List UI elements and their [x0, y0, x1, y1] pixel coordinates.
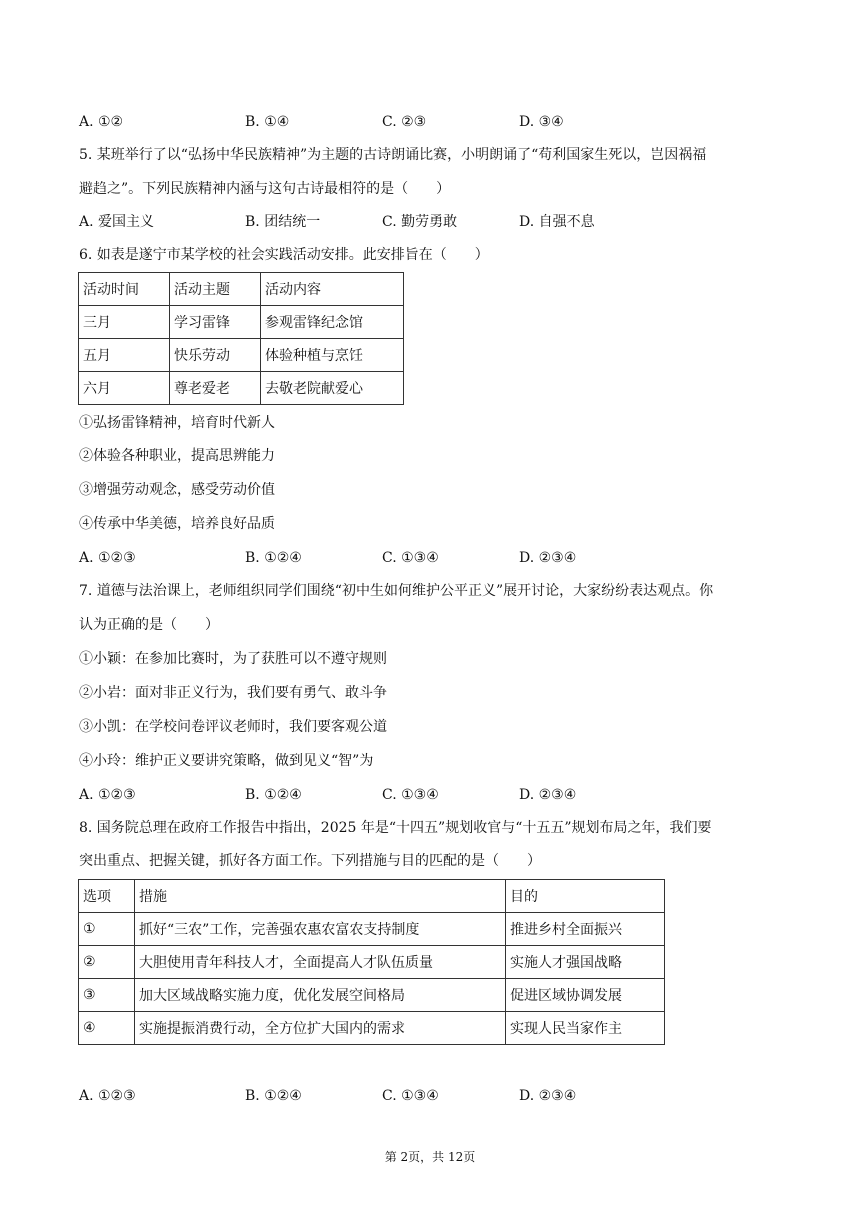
option-b[interactable]: B. ①②④: [245, 1088, 302, 1104]
table-row: [79, 372, 404, 405]
option-c[interactable]: C. ①③④: [382, 550, 439, 566]
table-cell: 大胆使用青年科技人才，全面提高人才队伍质量: [135, 946, 506, 979]
q6-item-3: ③增强劳动观念，感受劳动价值: [79, 482, 275, 498]
option-b[interactable]: B. 团结统一: [245, 214, 321, 230]
table-header-cell: 目的: [506, 880, 665, 913]
q7-item-4: ④小玲：维护正义要讲究策略，做到见义“智”为: [79, 753, 374, 769]
table-row: [79, 1012, 665, 1045]
option-d[interactable]: D. ②③④: [519, 1088, 577, 1104]
option-c[interactable]: C. ①③④: [382, 1088, 439, 1104]
q6-activity-table: [78, 272, 404, 405]
table-cell: 推进乡村全面振兴: [506, 913, 665, 946]
q6-stem: 6. 如表是遂宁市某学校的社会实践活动安排。此安排旨在（ ）: [79, 247, 489, 263]
option-b[interactable]: B. ①④: [245, 114, 290, 130]
q8-measures-table: [78, 879, 665, 1045]
table-cell: 尊老爱老: [170, 372, 261, 405]
table-header-cell: 措施: [135, 880, 506, 913]
option-d[interactable]: D. 自强不息: [519, 214, 595, 230]
q8-options: [79, 1086, 779, 1106]
page-footer: 第 2页，共 12页: [384, 1150, 476, 1164]
q5-options: [79, 212, 779, 232]
table-row: [79, 946, 665, 979]
table-cell: 实施提振消费行动，全方位扩大国内的需求: [135, 1012, 506, 1045]
table-header-row: [79, 273, 404, 306]
table-row: [79, 339, 404, 372]
q8-stem-line1: 8. 国务院总理在政府工作报告中指出，2025 年是“十四五”规划收官与“十五五”规划布局之年，我们要: [79, 820, 712, 836]
option-d[interactable]: D. ③④: [519, 114, 564, 130]
table-cell: 学习雷锋: [170, 306, 261, 339]
q8-stem-line2: 突出重点、把握关键，抓好各方面工作。下列措施与目的匹配的是（ ）: [79, 853, 541, 869]
q7-item-2: ②小岩：面对非正义行为，我们要有勇气、敢斗争: [79, 685, 387, 701]
table-cell: ②: [79, 946, 135, 979]
table-cell: ④: [79, 1012, 135, 1045]
table-cell: ③: [79, 979, 135, 1012]
table-cell: 实现人民当家作主: [506, 1012, 665, 1045]
option-c[interactable]: C. 勤劳勇敢: [382, 214, 458, 230]
option-a[interactable]: A. ①②③: [79, 550, 136, 566]
q7-item-3: ③小凯：在学校问卷评议老师时，我们要客观公道: [79, 719, 387, 735]
option-c[interactable]: C. ①③④: [382, 787, 439, 803]
table-cell: 实施人才强国战略: [506, 946, 665, 979]
q7-item-1: ①小颖：在参加比赛时，为了获胜可以不遵守规则: [79, 651, 387, 667]
option-a[interactable]: A. ①②: [79, 114, 124, 130]
table-row: [79, 979, 665, 1012]
table-cell: 促进区域协调发展: [506, 979, 665, 1012]
option-c[interactable]: C. ②③: [382, 114, 427, 130]
table-header-cell: 活动内容: [261, 273, 404, 306]
q4-options: [79, 112, 779, 132]
option-d[interactable]: D. ②③④: [519, 550, 577, 566]
q5-stem-line2: 避趋之”。下列民族精神内涵与这句古诗最相符的是（ ）: [79, 181, 451, 197]
option-a[interactable]: A. ①②③: [79, 787, 136, 803]
table-cell: 参观雷锋纪念馆: [261, 306, 404, 339]
option-a[interactable]: A. ①②③: [79, 1088, 136, 1104]
q6-item-1: ①弘扬雷锋精神，培育时代新人: [79, 415, 275, 431]
q6-item-2: ②体验各种职业，提高思辨能力: [79, 448, 275, 464]
q6-item-4: ④传承中华美德，培养良好品质: [79, 516, 275, 532]
table-cell: 快乐劳动: [170, 339, 261, 372]
table-header-row: [79, 880, 665, 913]
table-cell: 去敬老院献爱心: [261, 372, 404, 405]
table-cell: ①: [79, 913, 135, 946]
option-b[interactable]: B. ①②④: [245, 787, 302, 803]
table-cell: 六月: [79, 372, 170, 405]
table-row: [79, 913, 665, 946]
option-b[interactable]: B. ①②④: [245, 550, 302, 566]
q7-options: [79, 785, 779, 805]
table-cell: 抓好“三农”工作，完善强农惠农富农支持制度: [135, 913, 506, 946]
option-d[interactable]: D. ②③④: [519, 787, 577, 803]
table-header-cell: 选项: [79, 880, 135, 913]
table-cell: 体验种植与烹饪: [261, 339, 404, 372]
table-cell: 加大区域战略实施力度，优化发展空间格局: [135, 979, 506, 1012]
table-header-cell: 活动时间: [79, 273, 170, 306]
table-cell: 五月: [79, 339, 170, 372]
q7-stem-line1: 7. 道德与法治课上，老师组织同学们围绕“初中生如何维护公平正义”展开讨论，大家纷纷表达观点。你: [79, 583, 714, 599]
table-cell: 三月: [79, 306, 170, 339]
option-a[interactable]: A. 爱国主义: [79, 214, 155, 230]
table-header-cell: 活动主题: [170, 273, 261, 306]
q5-stem-line1: 5. 某班举行了以“弘扬中华民族精神”为主题的古诗朗诵比赛，小明朗诵了“苟利国家生死以，岂因祸福: [79, 147, 707, 163]
q6-options: [79, 548, 779, 568]
q7-stem-line2: 认为正确的是（ ）: [79, 617, 219, 633]
table-row: [79, 306, 404, 339]
